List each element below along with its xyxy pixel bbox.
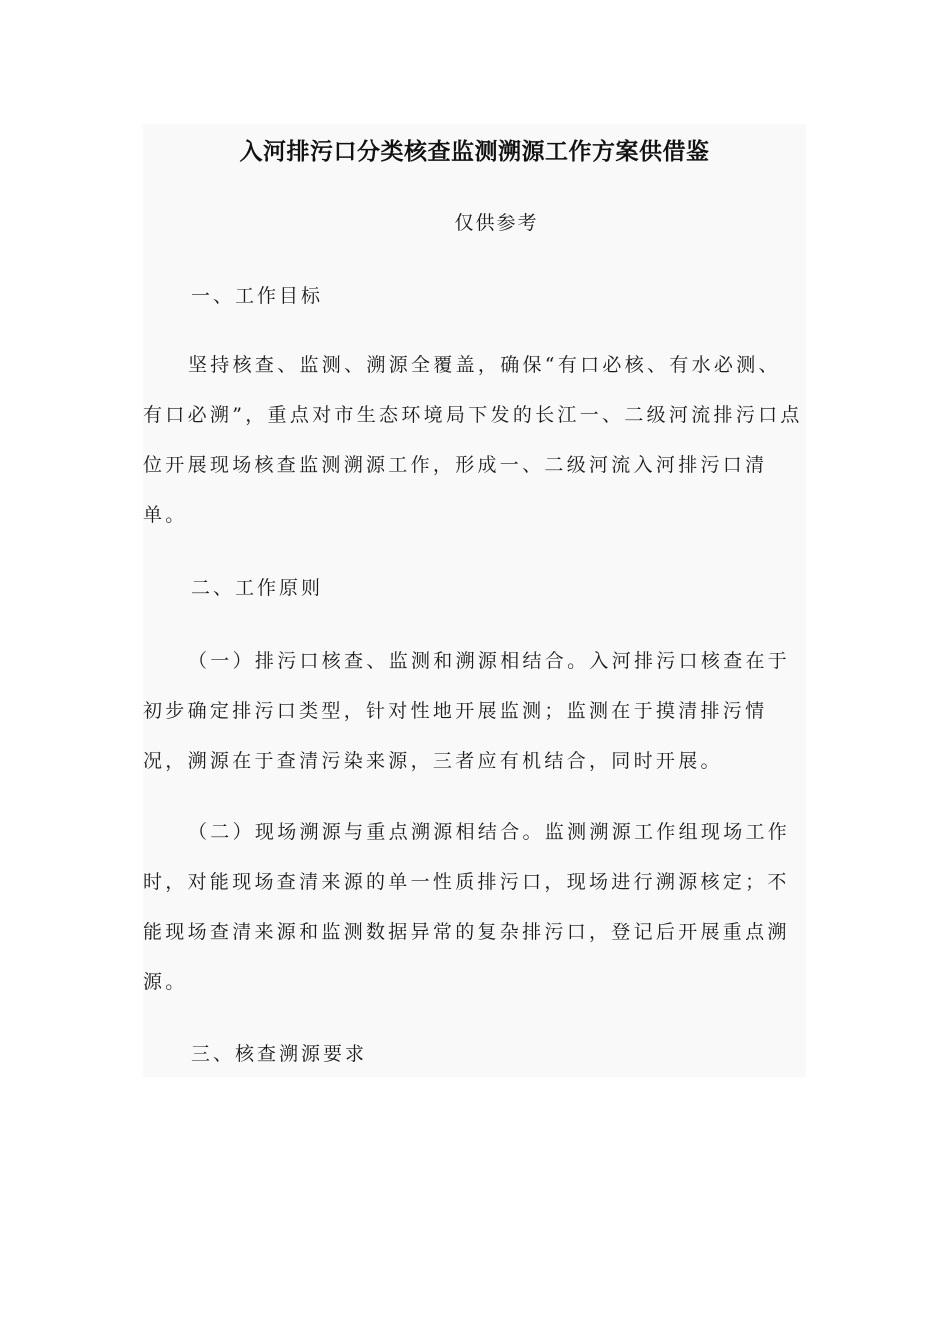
paragraph-principle-2: （二）现场溯源与重点溯源相结合。监测溯源工作组现场工作时，对能现场查清来源的单一性质排污口，现场进行溯源核定；不能现场查清来源和监测数据异常的复杂排污口，登记后开展重点溯源。: [143, 821, 791, 993]
paragraph-goals: 坚持核查、监测、溯源全覆盖，确保“有口必核、有水必测、有口必溯”，重点对市生态环境局下发的长江一、二级河流排污口点位开展现场核查监测溯源工作，形成一、二级河流入河排污口清单。: [143, 354, 803, 526]
section-heading-principles: 二、工作原则: [191, 577, 324, 599]
paragraph-principle-1: （一）排污口核查、监测和溯源相结合。入河排污口核查在于初步确定排污口类型，针对性地开展监测；监测在于摸清排污情况，溯源在于查清污染来源，三者应有机结合，同时开展。: [143, 650, 791, 772]
document-subtitle: 仅供参考: [454, 212, 539, 234]
section-heading-goals: 一、工作目标: [191, 285, 324, 307]
section-heading-requirements: 三、核查溯源要求: [191, 1043, 368, 1065]
document-title: 入河排污口分类核查监测溯源工作方案供借鉴: [239, 139, 710, 165]
